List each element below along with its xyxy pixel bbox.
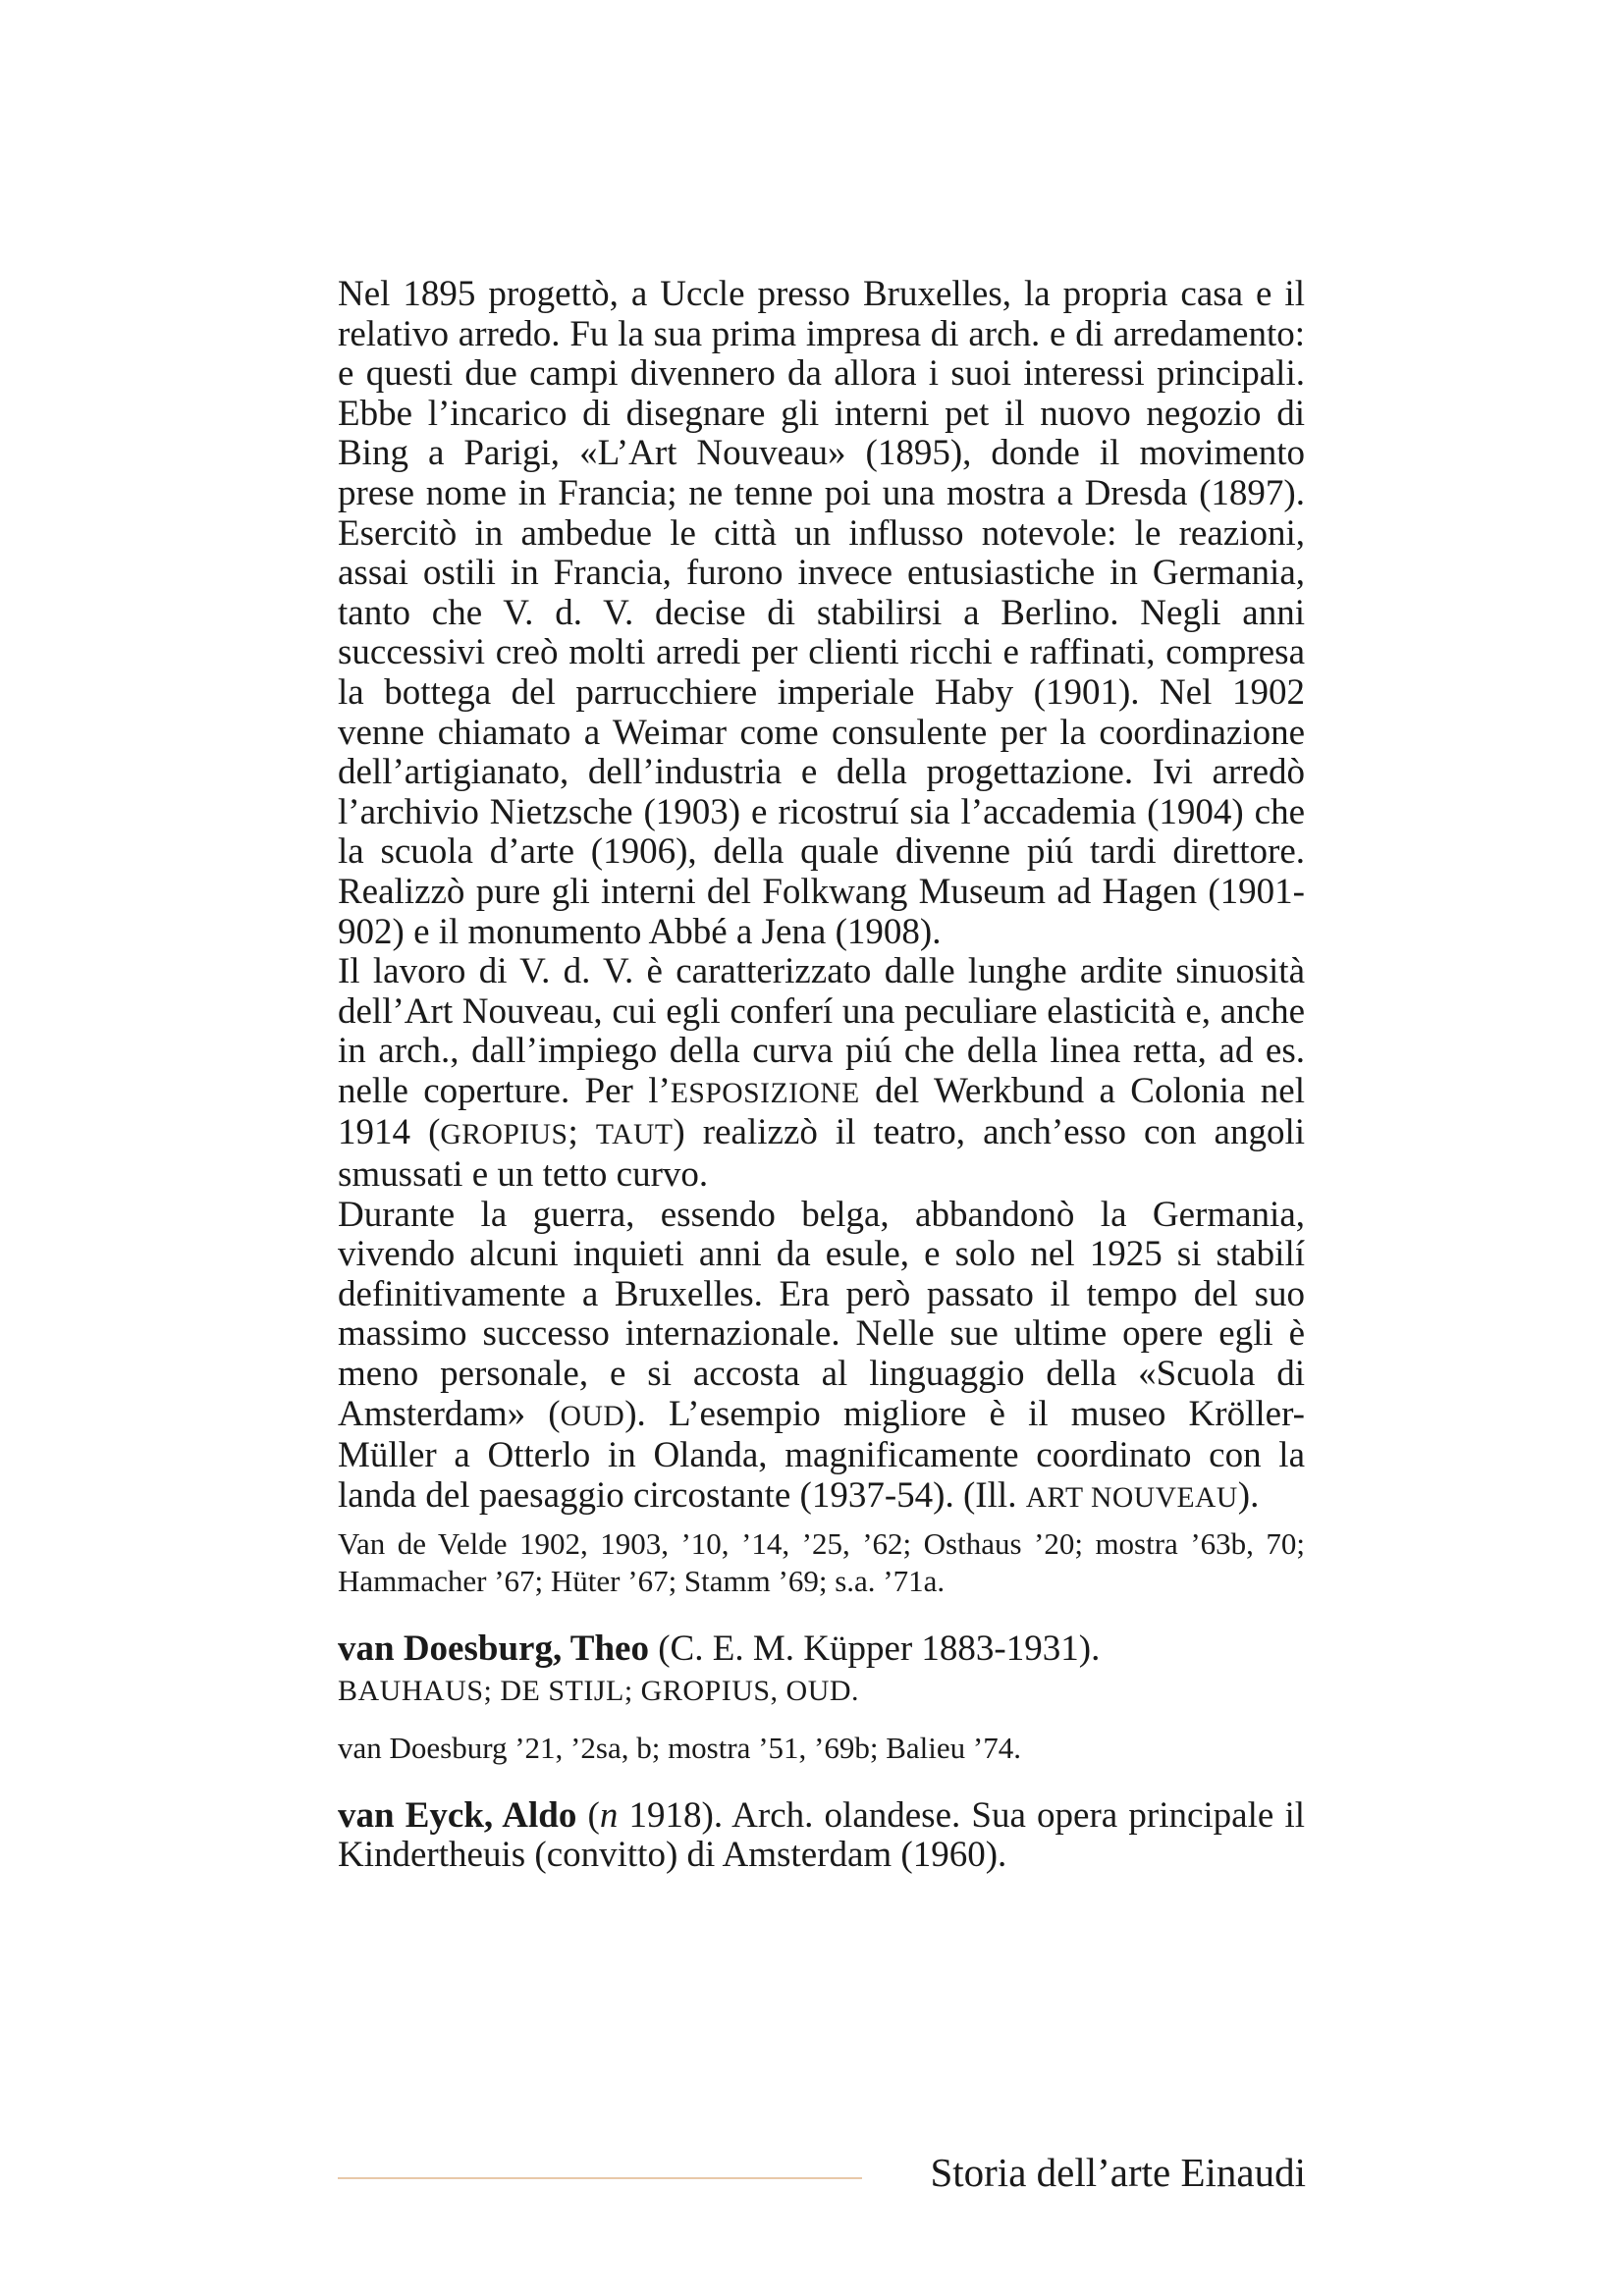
footer-label: Storia dell’arte Einaudi [930, 2150, 1306, 2195]
paragraph-1 [338, 275, 1305, 952]
bibliography-van-de-velde: Van de Velde 1902, 1903, ’10, ’14, ’25, ’62; Osthaus ’20; mostra ’63b, 70; Hammacher ’67; Hüter ’67; Stamm ’69; s.a. ’71a. [338, 1526, 1305, 1599]
entry-text-van-eyck: 1918). Arch. olandese. Sua opera principale il Kindertheuis (convitto) di Amsterdam (1960). [338, 1794, 1306, 1876]
paragraph-2 [338, 952, 1305, 1196]
xref-art-nouveau: ART NOUVEAU [1025, 1481, 1238, 1514]
entry-head-van-doesburg: van Doesburg, Theo [338, 1629, 649, 1670]
xref-oud: OUD [560, 1400, 625, 1432]
paragraph-3-text-c: ). [1237, 1474, 1260, 1516]
entry-van-doesburg [338, 1629, 1305, 1711]
paragraph-2-text-a: Il lavoro di V. d. V. è caratterizzato dalle lunghe ardite sinuosità dell’Art Nouveau, cui egli conferí una peculiare elasticità e, anche in arch., dall’impiego della curva piú che della linea retta, ad es. nelle coperture. Per l’ [338, 951, 1305, 1111]
entry-text-van-doesburg: (C. E. M. Küpper 1883-1931). [648, 1629, 1101, 1670]
paragraph-2-text-d: ) realizzò il teatro, anch’esso con angoli smussati e un tetto curvo. [338, 1112, 1305, 1196]
xref-taut: TAUT [595, 1119, 674, 1151]
entry-head-van-eyck: van Eyck, Aldo [338, 1794, 577, 1836]
bibliography-van-doesburg: van Doesburg ’21, ’2sa, b; mostra ’51, ’69b; Balieu ’74. [338, 1730, 1021, 1765]
entry-italic-van-eyck: n [599, 1794, 619, 1836]
paragraph-3-text-b: ). L’esempio migliore è il museo Kröller-Müller a Otterlo in Olanda, magnificamente coordinato con la landa del paesaggio circostante (1937-54). (Ill. [338, 1393, 1305, 1516]
xref-esposizione: ESPOSIZIONE [670, 1077, 860, 1109]
paragraph-3-text-a: Durante la guerra, essendo belga, abbandonò la Germania, vivendo alcuni inquieti anni da esule, e solo nel 1925 si stabilí definitivamente a Bruxelles. Era però passato il tempo del suo massimo successo internazionale. Nelle sue ultime opere egli è meno personale, e si accosta al linguaggio della «Scuola di Amsterdam» ( [338, 1194, 1305, 1434]
entry-paren-van-eyck: ( [576, 1794, 600, 1836]
paragraph-2-text-b: del Werkbund a Colonia nel 1914 ( [338, 1070, 1305, 1153]
paragraph-1-text: Nel 1895 progettò, a Uccle presso Bruxelles, la propria casa e il relativo arredo. Fu la sua prima impresa di arch. e di arredamento: e questi due campi divennero da allora i suoi interessi principali. Ebbe l’incarico di disegnare gli interni pet il nuovo negozio di Bing a Parigi, «L’Art Nouveau» (1895), donde il movimento prese nome in Francia; ne tenne poi una mostra a Dresda (1897). Esercitò in ambedue le città un influsso notevole: le reazioni, assai ostili in Francia, furono invece entusiastiche in Germania, tanto che V. d. V. decise di stabilirsi a Berlino. Negli anni successivi creò molti arredi per clienti ricchi e raffinati, compresa la bottega del parrucchiere imperiale Haby (1901). Nel 1902 venne chiamato a Weimar come consulente per la coordinazione dell’artigianato, dell’industria e della progettazione. Ivi arredò l’archivio Nietzsche (1903) e ricostruí sia l’accademia (1904) che la scuola d’arte (1906), della quale divenne piú tardi direttore. Realizzò pure gli interni del Folkwang Museum ad Hagen (1901-902) e il monumento Abbé a Jena (1908). [338, 274, 1305, 952]
paragraph-2-text-c: ; [568, 1112, 596, 1153]
xref-gropius: GROPIUS [440, 1119, 568, 1151]
paragraph-3 [338, 1196, 1305, 1519]
footer-rule [338, 2177, 862, 2179]
text-block [338, 275, 1305, 1876]
entry-xref-van-doesburg: BAUHAUS; DE STIJL; GROPIUS, OUD. [338, 1675, 860, 1707]
entry-van-eyck [338, 1796, 1305, 1876]
